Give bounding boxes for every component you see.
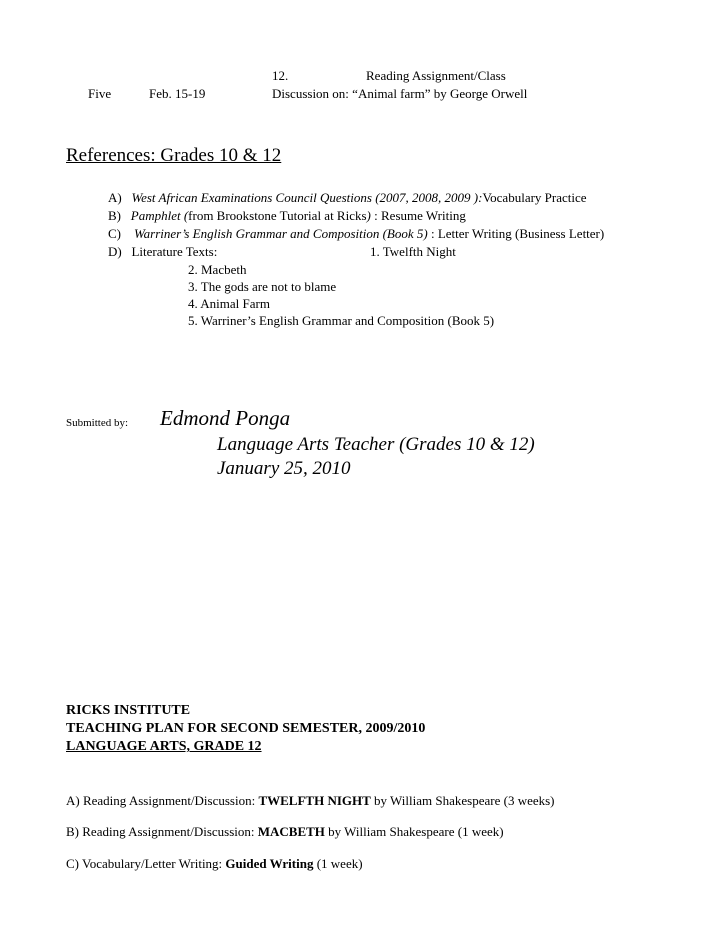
reference-item-d	[108, 244, 217, 260]
plan-item-a	[66, 793, 555, 809]
plan-item-prefix: B) Reading Assignment/Discussion:	[66, 824, 258, 839]
ref-source: West African Examinations Council Questions (2007, 2008, 2009 ):	[131, 190, 483, 205]
ref-source-close: )	[366, 208, 371, 223]
references-title: References: Grades 10 & 12	[66, 145, 282, 166]
submission-date: January 25, 2010	[217, 458, 351, 479]
plan-item-c	[66, 856, 363, 872]
ref-source: Pamphlet (	[130, 208, 189, 223]
ref-marker: C)	[108, 226, 121, 241]
teacher-title: Language Arts Teacher (Grades 10 & 12)	[217, 434, 535, 455]
literature-item-2: 2. Macbeth	[188, 262, 247, 277]
ref-source-detail: from Brookstone Tutorial at Ricks	[188, 208, 367, 223]
ref-use: : Resume Writing	[370, 208, 466, 223]
ref-source: Warriner’s English Grammar and Composition (Book 5)	[134, 226, 428, 241]
reference-item-c	[108, 226, 604, 242]
plan-item-suffix: by William Shakespeare (1 week)	[324, 824, 504, 839]
literature-item-5: 5. Warriner’s English Grammar and Composition (Book 5)	[188, 313, 495, 328]
plan-item-b	[66, 824, 504, 840]
reference-item-a	[108, 190, 587, 206]
plan-item-work: Guided Writing	[225, 856, 314, 871]
dates-cell: Feb. 15-19	[149, 86, 206, 101]
activity-line-1: Reading Assignment/Class	[366, 68, 506, 83]
ref-use: : Letter Writing (Business Letter)	[427, 226, 605, 241]
plan-subject: LANGUAGE ARTS, GRADE 12	[66, 739, 262, 754]
plan-item-prefix: C) Vocabulary/Letter Writing:	[66, 856, 226, 871]
plan-title: TEACHING PLAN FOR SECOND SEMESTER, 2009/2010	[66, 721, 426, 736]
plan-item-work: TWELFTH NIGHT	[258, 793, 371, 808]
item-number: 12.	[272, 68, 289, 83]
ref-label: Literature Texts:	[131, 244, 218, 259]
teacher-name: Edmond Ponga	[160, 406, 291, 430]
literature-item-1: 1. Twelfth Night	[370, 244, 456, 259]
plan-item-suffix: by William Shakespeare (3 weeks)	[370, 793, 555, 808]
literature-item-4: 4. Animal Farm	[188, 296, 270, 311]
ref-marker: B)	[108, 208, 121, 223]
week-cell: Five	[88, 86, 112, 101]
plan-item-suffix: (1 week)	[313, 856, 363, 871]
ref-use: Vocabulary Practice	[482, 190, 587, 205]
plan-item-prefix: A) Reading Assignment/Discussion:	[66, 793, 259, 808]
ref-marker: A)	[108, 190, 122, 205]
submitted-by-label: Submitted by:	[66, 417, 129, 429]
ref-marker: D)	[108, 244, 122, 259]
plan-item-work: MACBETH	[257, 824, 325, 839]
activity-line-2: Discussion on: “Animal farm” by George Orwell	[272, 86, 528, 101]
institute-name: RICKS INSTITUTE	[66, 703, 191, 718]
reference-item-b	[108, 208, 466, 224]
literature-item-3: 3. The gods are not to blame	[188, 279, 337, 294]
